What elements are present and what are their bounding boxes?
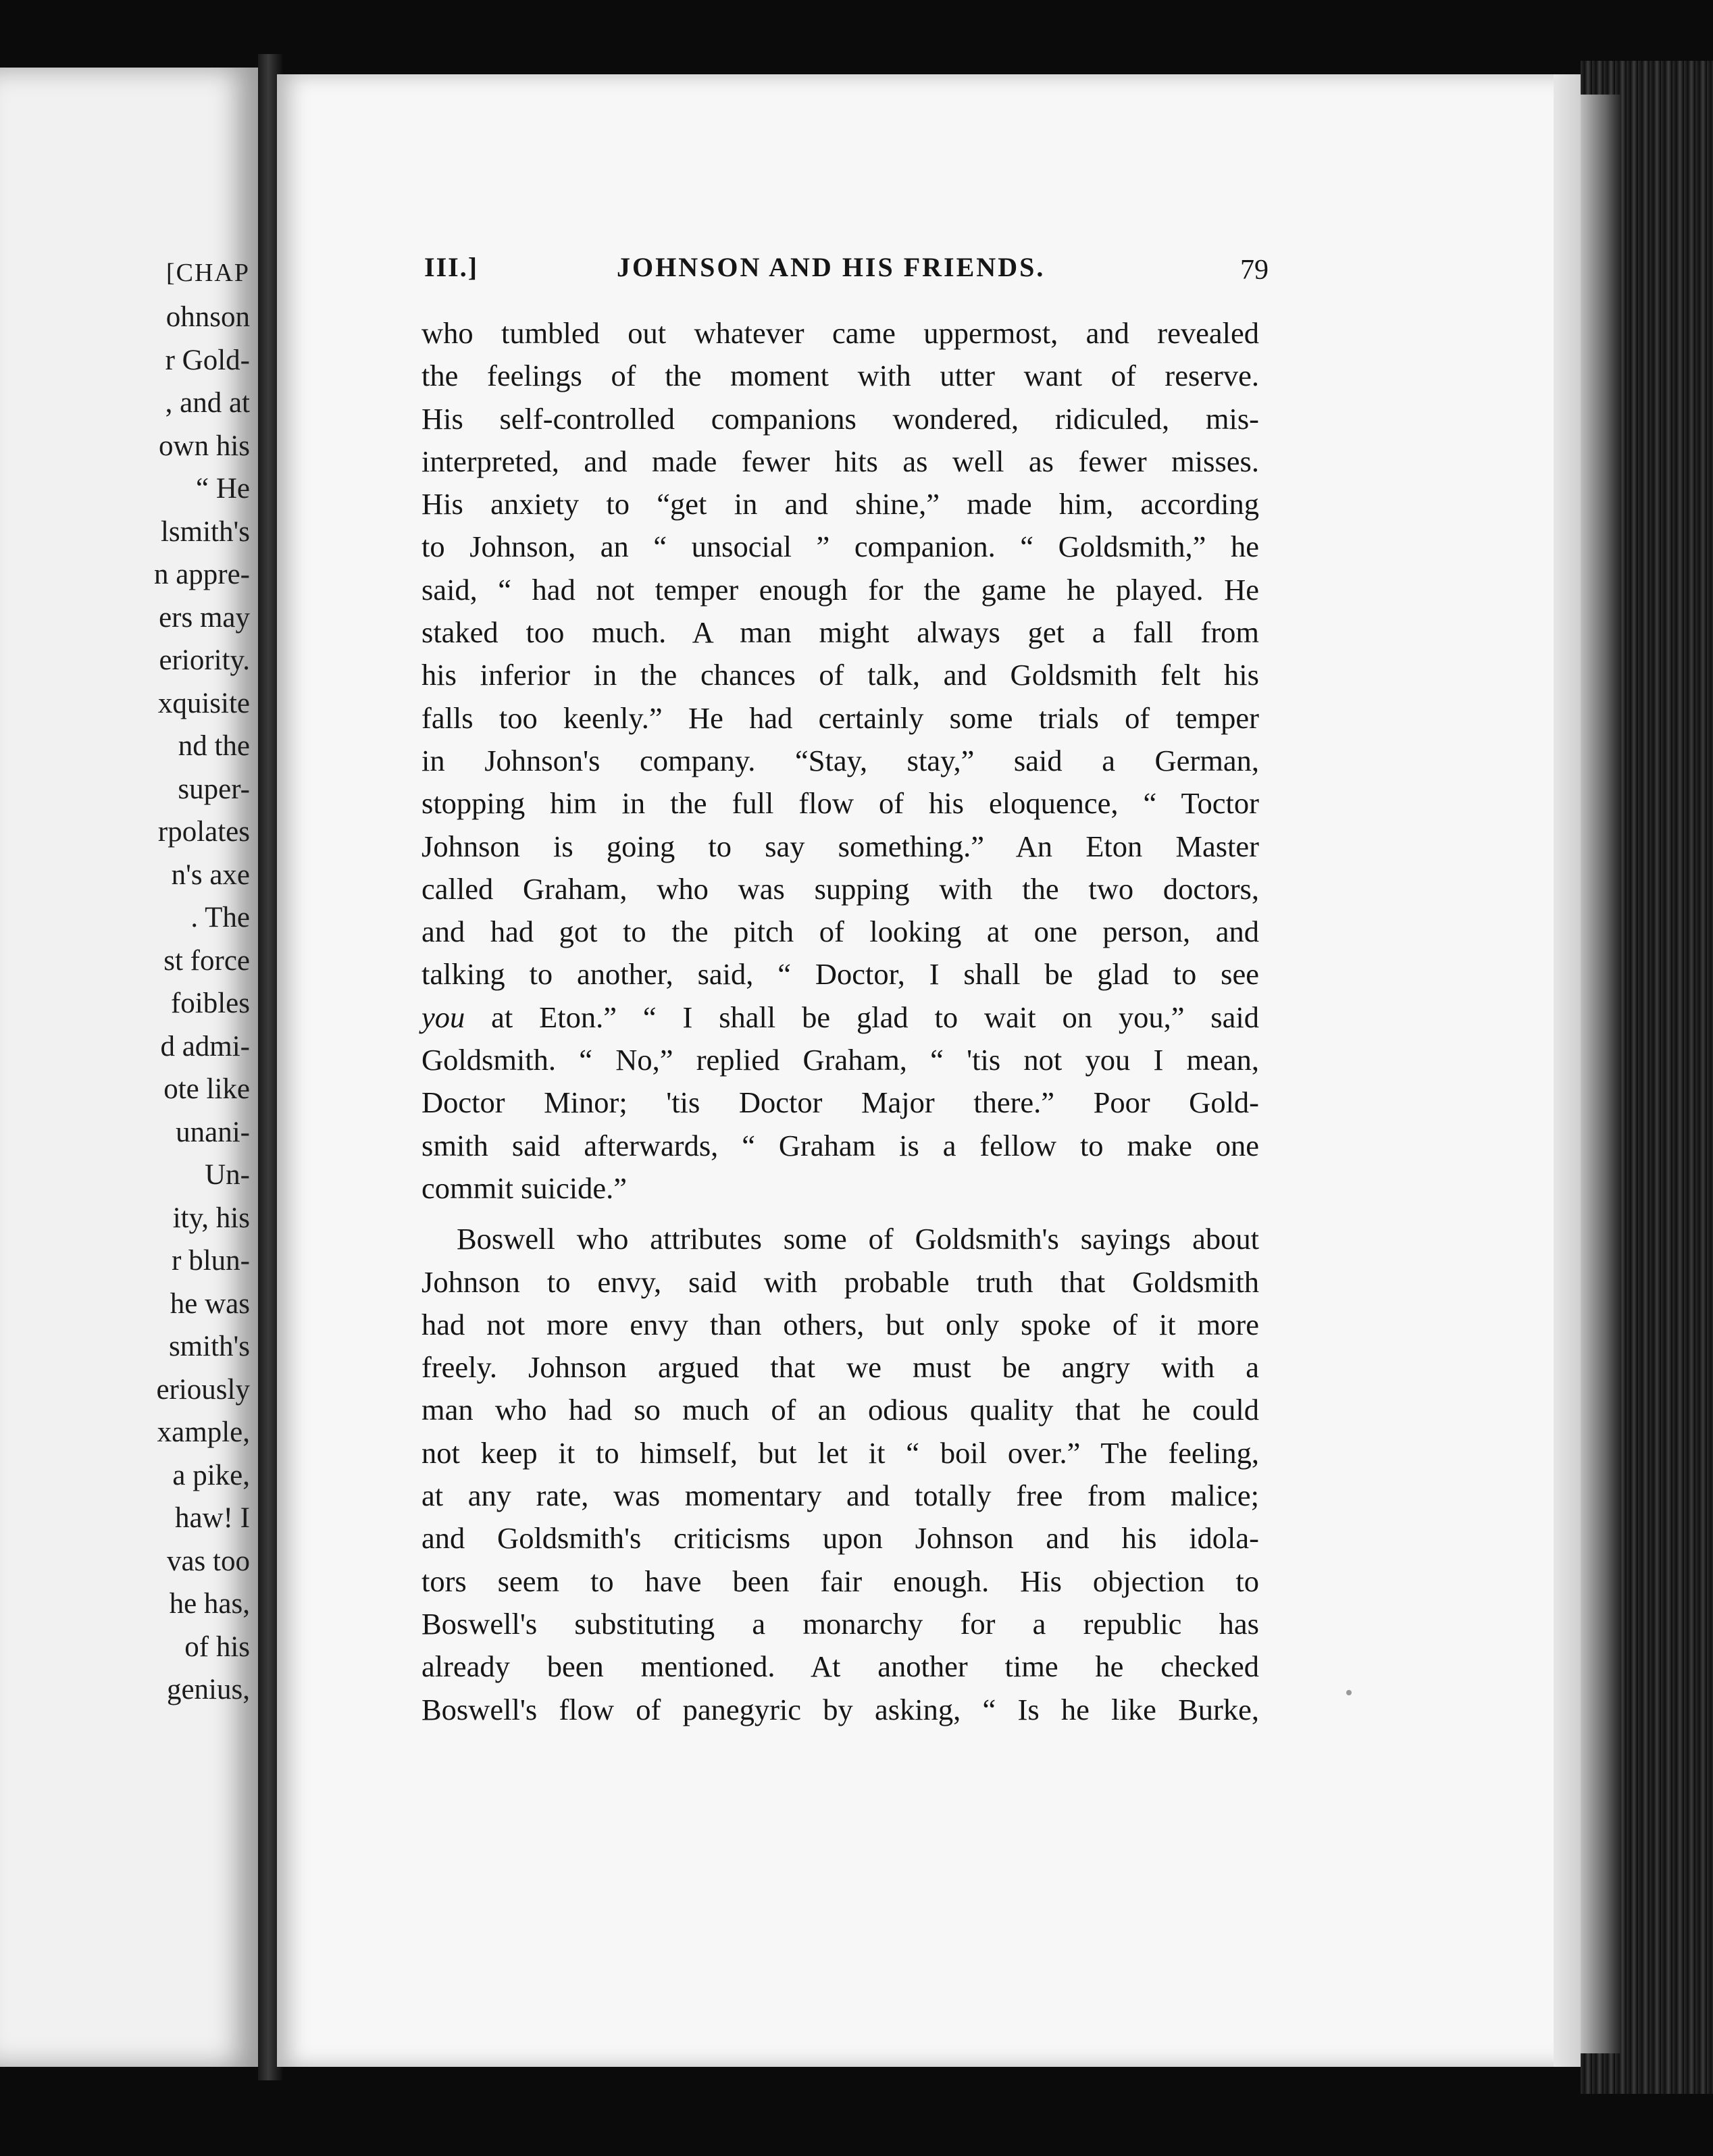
text-line: not keep it to himself, but let it “ boil over.” The feeling, <box>421 1435 1259 1470</box>
text-line: Boswell's flow of panegyric by asking, “ Is he like Burke, <box>421 1692 1259 1726</box>
text-line: interpreted, and made fewer hits as well as fewer misses. <box>421 444 1259 478</box>
text-line: His self-controlled companions wondered, ridiculed, mis- <box>421 401 1259 436</box>
text-line: Goldsmith. “ No,” replied Graham, “ 'tis not you I mean, <box>421 1043 1259 1077</box>
left-page-line: he has, <box>169 1588 250 1620</box>
left-page-line: haw! I <box>174 1502 250 1534</box>
text-line: Boswell's substituting a monarchy for a republic has <box>421 1606 1259 1641</box>
text-line: stopping him in the full flow of his eloquence, “ Toctor <box>421 786 1259 821</box>
left-page-line: Un- <box>205 1159 250 1191</box>
left-page-text <box>0 296 250 1712</box>
text-line: falls too keenly.” He had certainly some trials of temper <box>421 700 1259 735</box>
left-page-line: super- <box>178 773 250 805</box>
left-page-line: xample, <box>157 1416 250 1448</box>
page-edge <box>1554 74 1581 2067</box>
left-page-line: d admi- <box>160 1030 250 1062</box>
left-page-line: ity, his <box>172 1202 250 1234</box>
left-page-line: ote like <box>163 1073 250 1105</box>
scan-speck <box>1346 1690 1352 1695</box>
left-page-line: st force <box>163 944 250 977</box>
text-line: and Goldsmith's criticisms upon Johnson and his idola- <box>421 1521 1259 1556</box>
text-line: tors seem to have been fair enough. His objection to <box>421 1564 1259 1598</box>
text-line: called Graham, who was supping with the two doctors, <box>421 871 1259 906</box>
text-line: staked too much. A man might always get a fall from <box>421 615 1259 650</box>
text-line: had not more envy than others, but only spoke of it more <box>421 1307 1259 1341</box>
left-page-running-head: [CHAP <box>165 259 250 287</box>
book-edge-highlight <box>1581 95 1621 2053</box>
running-head-title: JOHNSON AND HIS FRIENDS. <box>617 252 1046 282</box>
left-page-line: eriously <box>156 1373 250 1406</box>
left-page-line: unani- <box>176 1116 250 1148</box>
text-line: you at Eton.” “ I shall be glad to wait on you,” said <box>421 1000 1259 1034</box>
body-text <box>421 312 1259 1731</box>
text-line: talking to another, said, “ Doctor, I shall be glad to see <box>421 957 1259 992</box>
text-line: His anxiety to “get in and shine,” made him, according <box>421 487 1259 521</box>
left-page-line: genius, <box>166 1674 250 1705</box>
text-line: to Johnson, an “ unsocial ” companion. “ Goldsmith,” he <box>421 530 1259 564</box>
left-page-line: own his <box>159 430 250 462</box>
text-line: in Johnson's company. “Stay, stay,” said a German, <box>421 743 1259 777</box>
text-line: man who had so much of an odious quality that he could <box>421 1393 1259 1427</box>
emphasized-word: you <box>421 1000 465 1034</box>
left-page-line: , and at <box>165 387 250 419</box>
text-line: Johnson is going to say something.” An Eton Master <box>421 829 1259 863</box>
left-page-line: “ He <box>196 473 250 505</box>
left-page-line: vas too <box>166 1545 250 1577</box>
left-page-line: eriority. <box>159 644 250 676</box>
left-page <box>0 68 258 2067</box>
left-page-line: r blun- <box>172 1245 250 1277</box>
text-line: said, “ had not temper enough for the game he played. He <box>421 572 1259 607</box>
left-page-line: of his <box>184 1631 250 1663</box>
text-line: his inferior in the chances of talk, and Goldsmith felt his <box>421 658 1259 692</box>
left-page-line: nd the <box>178 730 250 762</box>
left-page-line: he was <box>170 1287 250 1320</box>
left-page-line: ers may <box>159 601 250 634</box>
page-number: 79 <box>1240 255 1269 286</box>
left-page-line: rpolates <box>157 816 250 848</box>
left-page-line: n's axe <box>171 858 250 891</box>
text-line: at any rate, was momentary and totally free from malice; <box>421 1479 1259 1513</box>
chapter-marker: III.] <box>424 252 479 282</box>
text-line: smith said afterwards, “ Graham is a fellow to make one <box>421 1128 1259 1162</box>
text-line: the feelings of the moment with utter want of reserve. <box>421 359 1259 393</box>
left-page-line: a pike, <box>172 1459 250 1491</box>
left-page-line: ohnson <box>165 301 250 333</box>
running-head <box>424 251 1269 292</box>
left-page-line: foibles <box>170 987 250 1019</box>
text-line: Johnson to envy, said with probable truth that Goldsmith <box>421 1264 1259 1299</box>
text-line: already been mentioned. At another time he checked <box>421 1649 1259 1684</box>
text-line: Doctor Minor; 'tis Doctor Major there.” Poor Gold- <box>421 1085 1259 1120</box>
left-page-line: smith's <box>168 1331 250 1362</box>
left-page-line: lsmith's <box>160 515 250 548</box>
text-line: freely. Johnson argued that we must be angry with a <box>421 1350 1259 1385</box>
left-page-line: r Gold- <box>165 344 250 376</box>
left-page-line: xquisite <box>157 687 250 719</box>
left-page-line: n appre- <box>153 559 250 590</box>
text-line: commit suicide.” <box>421 1171 628 1205</box>
left-page-line: . The <box>190 902 250 933</box>
text-line: and had got to the pitch of looking at one person, and <box>421 915 1259 949</box>
text-line: Boswell who attributes some of Goldsmith's sayings about <box>457 1222 1259 1256</box>
text-line: who tumbled out whatever came uppermost, and revealed <box>421 316 1259 350</box>
